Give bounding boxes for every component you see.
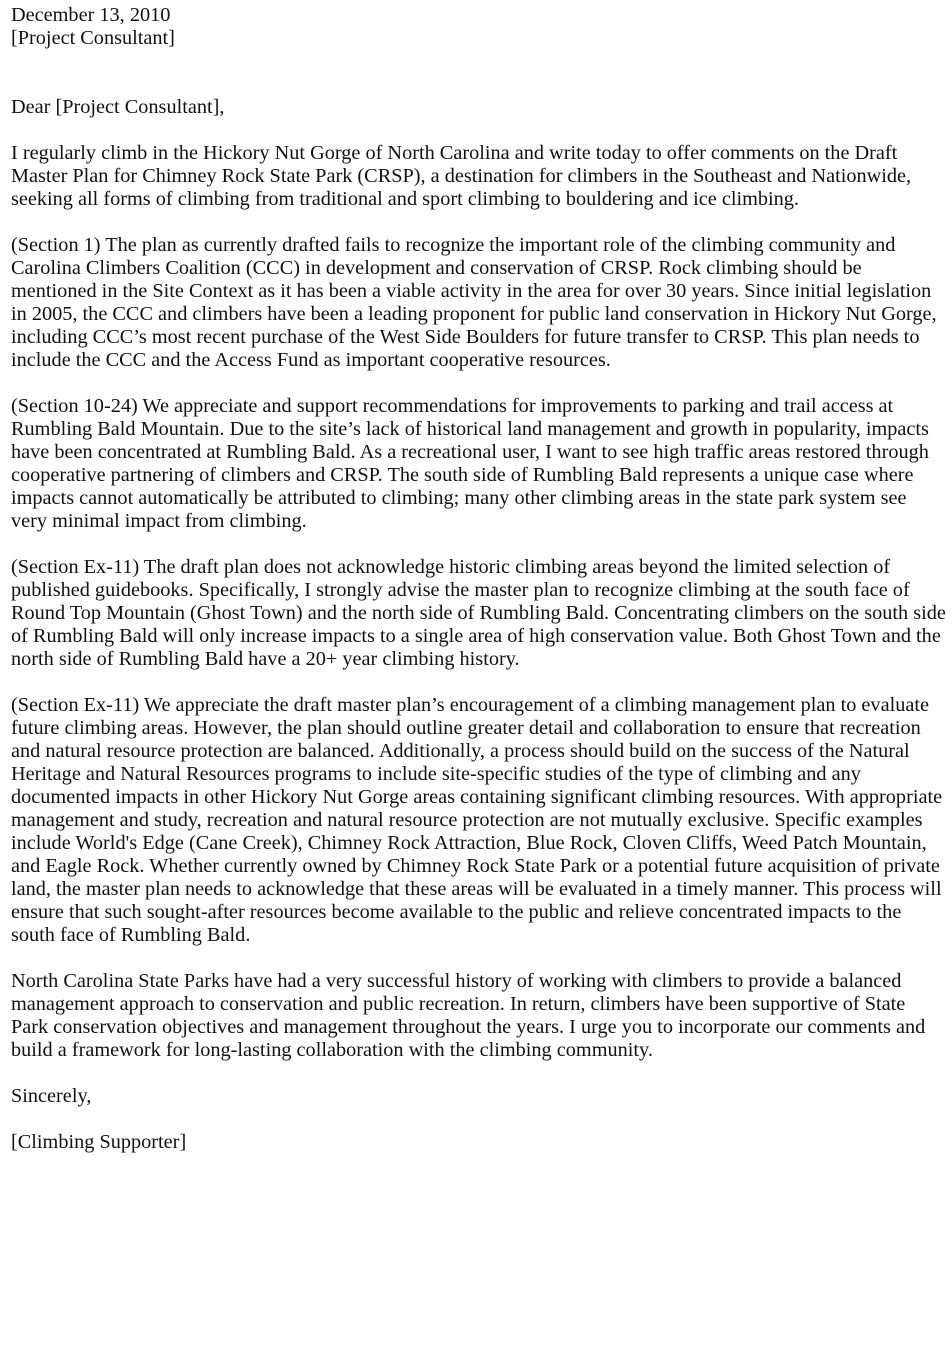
- letter-signature: [Climbing Supporter]: [11, 1131, 187, 1153]
- letter-date: December 13, 2010: [11, 4, 171, 26]
- letter-closing: Sincerely,: [11, 1085, 92, 1107]
- paragraph-conclusion: North Carolina State Parks have had a very successful history of working with climbers to provide a balanced management approach to conservation and public recreation. In return, climbers have been supportive of State Park conservation objectives and management throughout the years. I urge you to incorporate our comments and build a framework for long-lasting collaboration with the climbing community.: [11, 970, 926, 1061]
- paragraph-section-1: (Section 1) The plan as currently drafted fails to recognize the important role of the climbing community and Carolina Climbers Coalition (CCC) in development and conservation of CRSP. Rock climbing should be mentioned in the Site Context as it has been a viable activity in the area for over 30 years. Since initial legislation in 2005, the CCC and climbers have been a leading proponent for public land conservation in Hickory Nut Gorge, including CCC’s most recent purchase of the West Side Boulders for future transfer to CRSP. This plan needs to include the CCC and the Access Fund as important cooperative resources.: [11, 234, 937, 371]
- paragraph-section-ex-11-management: (Section Ex-11) We appreciate the draft master plan’s encouragement of a climbing management plan to evaluate future climbing areas. However, the plan should outline greater detail and collaboration to ensure that recreation and natural resource protection are balanced. Additionally, a process should build on the success of the Natural Heritage and Natural Resources programs to include site-specific studies of the type of climbing and any documented impacts in other Hickory Nut Gorge areas containing significant climbing resources. With appropriate management and study, recreation and natural resource protection are not mutually exclusive. Specific examples include World's Edge (Cane Creek), Chimney Rock Attraction, Blue Rock, Cloven Cliffs, Weed Patch Mountain, and Eagle Rock. Whether currently owned by Chimney Rock State Park or a potential future acquisition of private land, the master plan needs to acknowledge that these areas will be evaluated in a timely manner. This process will ensure that such sought-after resources become available to the public and relieve concentrated impacts to the south face of Rumbling Bald.: [11, 694, 943, 946]
- letter-document: [11, 4, 946, 1154]
- paragraph-section-10-24: (Section 10-24) We appreciate and support recommendations for improvements to parking and trail access at Rumbling Bald Mountain. Due to the site’s lack of historical land management and growth in popularity, impacts have been concentrated at Rumbling Bald. As a recreational user, I want to see high traffic areas restored through cooperative partnering of climbers and CRSP. The south side of Rumbling Bald represents a unique case where impacts cannot automatically be attributed to climbing; many other climbing areas in the state park system see very minimal impact from climbing.: [11, 395, 929, 532]
- letter-salutation: Dear [Project Consultant],: [11, 96, 225, 118]
- paragraph-section-ex-11-historic: (Section Ex-11) The draft plan does not acknowledge historic climbing areas beyond the limited selection of published guidebooks. Specifically, I strongly advise the master plan to recognize climbing at the south face of Round Top Mountain (Ghost Town) and the north side of Rumbling Bald. Concentrating climbers on the south side of Rumbling Bald will only increase impacts to a single area of high conservation value. Both Ghost Town and the north side of Rumbling Bald have a 20+ year climbing history.: [11, 556, 946, 670]
- letter-recipient: [Project Consultant]: [11, 27, 175, 49]
- paragraph-intro: I regularly climb in the Hickory Nut Gorge of North Carolina and write today to offer comments on the Draft Master Plan for Chimney Rock State Park (CRSP), a destination for climbers in the Southeast and Nationwide, seeking all forms of climbing from traditional and sport climbing to bouldering and ice climbing.: [11, 142, 912, 210]
